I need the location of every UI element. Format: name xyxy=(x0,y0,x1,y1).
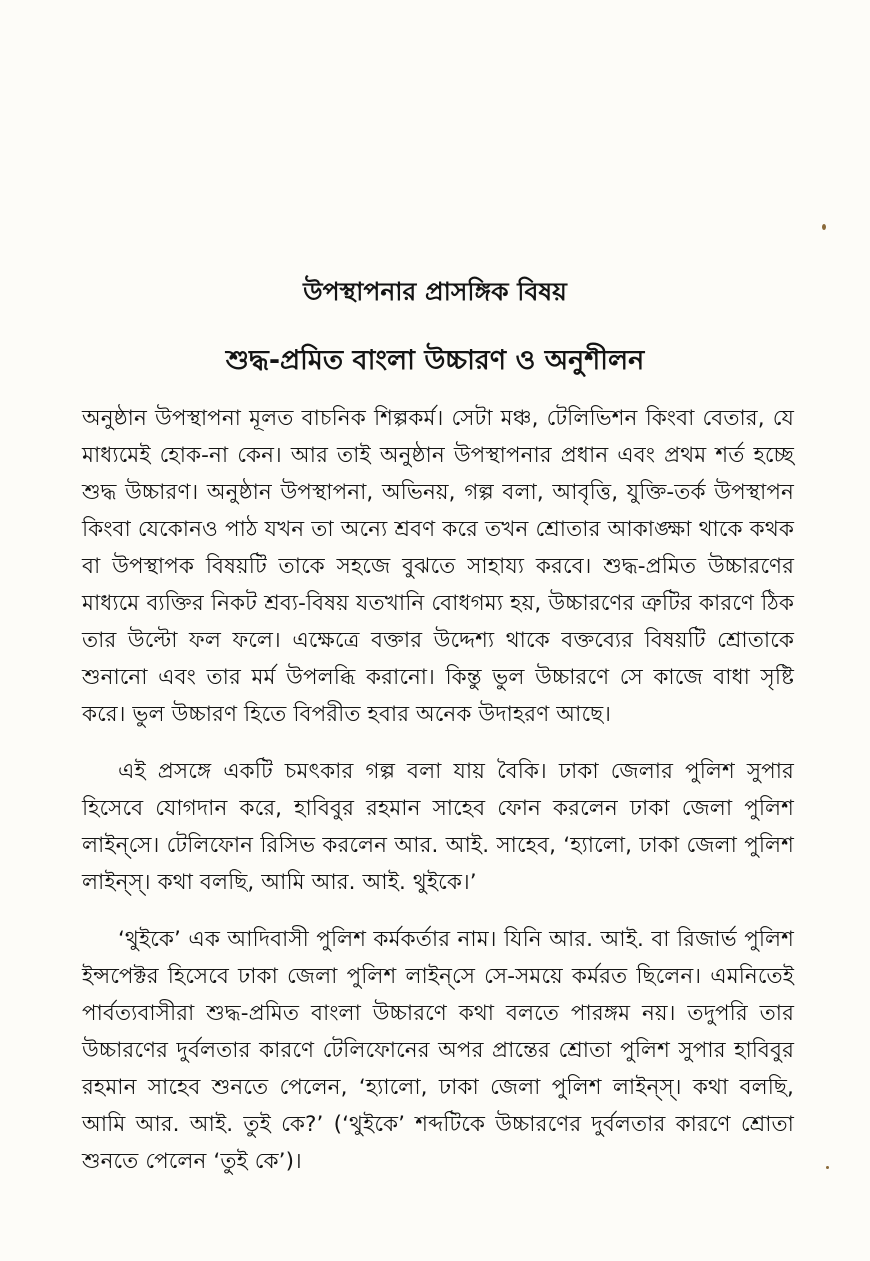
paper-speck xyxy=(826,1166,829,1169)
paper-speck xyxy=(822,224,826,230)
chapter-heading: উপস্থাপনার প্রাসঙ্গিক বিষয় xyxy=(303,277,567,306)
paragraph-1: অনুষ্ঠান উপস্থাপনা মূলত বাচনিক শিল্পকর্ম। সেটা মঞ্চ, টেলিভিশন কিংবা বেতার, যে মাধ্যমেই হোক-না কেন। আর তাই অনুষ্ঠান উপস্থাপনার প্রধান এবং প্রথম শর্ত হচ্ছে শুদ্ধ উচ্চারণ। অনুষ্ঠান উপস্থাপনা, অভিনয়, গল্প বলা, আবৃত্তি, যুক্তি-তর্ক উপস্থাপন কিংবা যেকোনও পাঠ যখন তা অন্যে শ্রবণ করে তখন শ্রোতার আকাঙ্ক্ষা থাকে কথক বা উপস্থাপক বিষয়টি তাকে সহজে বুঝতে সাহায্য করবে। শুদ্ধ-প্রমিত উচ্চারণের মাধ্যমে ব্যক্তির নিকট শ্রব্য-বিষয় যতখানি বোধগম্য হয়, উচ্চারণের ত্রুটির কারণে ঠিক তার উল্টো ফল ফলে। এক্ষেত্রে বক্তার উদ্দেশ্য থাকে বক্তব্যের বিষয়টি শ্রোতাকে শুনানো এবং তার মর্ম উপলব্ধি করানো। কিন্তু ভুল উচ্চারণে সে কাজে বাধা সৃষ্টি করে। ভুল উচ্চারণ হিতে বিপরীত হবার অনেক উদাহরণ আছে। xyxy=(82,406,794,727)
section-subheading: শুদ্ধ-প্রমিত বাংলা উচ্চারণ ও অনুশীলন xyxy=(225,345,645,376)
paragraph-2: এই প্রসঙ্গে একটি চমৎকার গল্প বলা যায় বৈকি। ঢাকা জেলার পুলিশ সুপার হিসেবে যোগদান করে, হাবিবুর রহমান সাহেব ফোন করলেন ঢাকা জেলা পুলিশ লাইন্‌সে। টেলিফোন রিসিভ করলেন আর. আই. সাহেব, ‘হ্যালো, ঢাকা জেলা পুলিশ লাইন্‌স্। কথা বলছি, আমি আর. আই. থুইকে।’ xyxy=(82,759,794,895)
body-text xyxy=(82,400,794,1200)
paragraph-3: ‘থুইকে’ এক আদিবাসী পুলিশ কর্মকর্তার নাম। যিনি আর. আই. বা রিজার্ভ পুলিশ ইন্সপেক্টর হিসেবে ঢাকা জেলা পুলিশ লাইন্‌সে সে-সময়ে কর্মরত ছিলেন। এমনিতেই পার্বত্যবাসীরা শুদ্ধ-প্রমিত বাংলা উচ্চারণে কথা বলতে পারঙ্গম নয়। তদুপরি তার উচ্চারণের দুর্বলতার কারণে টেলিফোনের অপর প্রান্তের শ্রোতা পুলিশ সুপার হাবিবুর রহমান সাহেব শুনতে পেলেন, ‘হ্যালো, ঢাকা জেলা পুলিশ লাইন্‌স্। কথা বলছি, আমি আর. আই. তুই কে?’ (‘থুইকে’ শব্দটিকে উচ্চারণের দুর্বলতার কারণে শ্রোতা শুনতে পেলেন ‘তুই কে’)। xyxy=(82,927,794,1174)
